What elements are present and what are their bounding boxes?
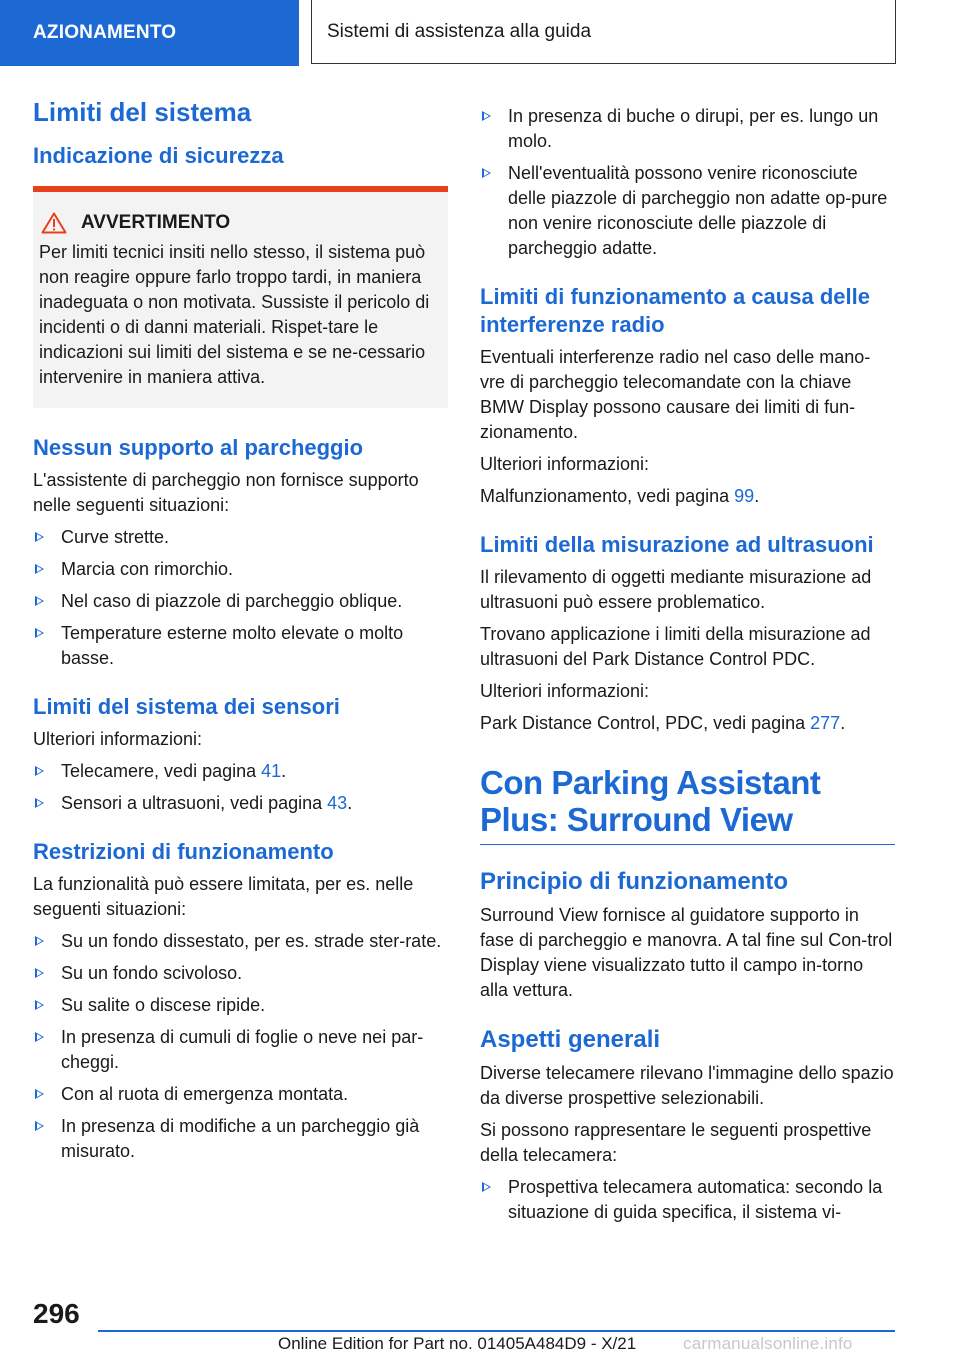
- general-text-2: Si possono rappresentare le seguenti prospettive della telecamera:: [480, 1120, 872, 1165]
- bullet-triangle-icon: [35, 1089, 44, 1099]
- left-column: [33, 96, 448, 1171]
- page-number: 296: [33, 1298, 80, 1329]
- radio-more-info: Ulteriori informazioni:: [480, 454, 650, 474]
- system-limits-title: Limiti del sistema: [33, 97, 252, 127]
- list-item: Sensori a ultrasuoni, vedi pagina 43.: [33, 791, 448, 816]
- principle-text: Surround View fornisce al guidatore supporto in fase di parcheggio e manovra. A tal fine sul Con-trol Display viene visualizzato tutto il campo in-torno alla vettura.: [480, 905, 893, 1000]
- restrictions-heading: Restrizioni di funzionamento: [33, 839, 334, 864]
- footer-divider: [98, 1330, 895, 1332]
- list-item: In presenza di modifiche a un parcheggio già misurato.: [33, 1114, 448, 1164]
- list-item: Nel caso di piazzole di parcheggio oblique.: [33, 589, 448, 614]
- watermark: carmanualsonline.info: [683, 1334, 853, 1353]
- general-heading: Aspetti generali: [480, 1026, 661, 1053]
- list-item: Su salite o discese ripide.: [33, 993, 448, 1018]
- list-item: Con al ruota di emergenza montata.: [33, 1082, 448, 1107]
- bullet-triangle-icon: [35, 1032, 44, 1042]
- bullet-triangle-icon: [35, 596, 44, 606]
- surround-view-title: Con Parking Assistant Plus: Surround View: [480, 764, 895, 845]
- list-item: Curve strette.: [33, 525, 448, 550]
- ultrasonic-reference: Park Distance Control, PDC, vedi pagina 277.: [480, 713, 846, 733]
- edition-text: Online Edition for Part no. 01405A484D9 - X/21: [278, 1334, 637, 1353]
- bullet-triangle-icon: [35, 968, 44, 978]
- page-link-99[interactable]: 99: [734, 486, 755, 506]
- radio-interference-text: Eventuali interferenze radio nel caso delle mano-vre di parcheggio telecomandate con la chiave BMW Display possono causare dei limiti di fun-zionamento.: [480, 347, 871, 442]
- ultrasonic-more-info: Ulteriori informazioni:: [480, 681, 650, 701]
- ultrasonic-text-2: Trovano applicazione i limiti della misurazione ad ultrasuoni del Park Distance Control PDC.: [480, 624, 871, 669]
- restrictions-list-continued: [480, 104, 895, 261]
- list-item: In presenza di cumuli di foglie o neve nei par-cheggi.: [33, 1025, 448, 1075]
- list-item: In presenza di buche o dirupi, per es. lungo un molo.: [480, 104, 895, 154]
- ultrasonic-limits-heading: Limiti della misurazione ad ultrasuoni: [480, 532, 874, 557]
- bullet-triangle-icon: [35, 532, 44, 542]
- bullet-triangle-icon: [482, 111, 491, 121]
- list-item: Nell'eventualità possono venire riconosciute delle piazzole di parcheggio non adatte op-pure non venire riconosciute delle piazzole di parcheggio adatte.: [480, 161, 895, 261]
- list-item: Telecamere, vedi pagina 41.: [33, 759, 448, 784]
- warning-text: Per limiti tecnici insiti nello stesso, il sistema può non reagire oppure farlo troppo tardi, in maniera inadeguata o non motivata. Sussiste il pericolo di incidenti o di danni materiali. Rispet-tare le indicazioni sui limiti del sistema e se ne-cessario intervenire in maniera attiva.: [39, 242, 430, 387]
- bullet-triangle-icon: [35, 936, 44, 946]
- no-parking-support-intro: L'assistente di parcheggio non fornisce supporto nelle seguenti situazioni:: [33, 470, 419, 515]
- bullet-triangle-icon: [482, 168, 491, 178]
- no-parking-support-heading: Nessun supporto al parcheggio: [33, 435, 364, 460]
- sensor-limits-heading: Limiti del sistema dei sensori: [33, 694, 340, 719]
- list-item: Temperature esterne molto elevate o molto basse.: [33, 621, 448, 671]
- bullet-triangle-icon: [35, 628, 44, 638]
- bullet-triangle-icon: [35, 1121, 44, 1131]
- no-parking-support-list: [33, 525, 448, 671]
- bullet-triangle-icon: [35, 564, 44, 574]
- right-column: [480, 104, 895, 1232]
- principle-heading: Principio di funzionamento: [480, 868, 788, 895]
- page-header: [0, 0, 960, 66]
- safety-heading: Indicazione di sicurezza: [33, 143, 284, 168]
- camera-perspectives-list: [480, 1175, 895, 1225]
- bullet-triangle-icon: [35, 798, 44, 808]
- list-item: Su un fondo scivoloso.: [33, 961, 448, 986]
- list-item: Prospettiva telecamera automatica: secondo la situazione di guida specifica, il sistema vi-: [480, 1175, 895, 1225]
- page-link-41[interactable]: 41: [261, 761, 282, 781]
- warning-header: [39, 212, 436, 234]
- ultrasonic-text-1: Il rilevamento di oggetti mediante misurazione ad ultrasuoni può essere problematico.: [480, 567, 872, 612]
- restrictions-list: [33, 929, 448, 1164]
- list-item: Su un fondo dissestato, per es. strade ster-rate.: [33, 929, 448, 954]
- restrictions-intro: La funzionalità può essere limitata, per es. nelle seguenti situazioni:: [33, 874, 414, 919]
- bullet-triangle-icon: [482, 1182, 491, 1192]
- warning-box: [33, 186, 448, 408]
- warning-triangle-icon: [41, 212, 67, 234]
- section-label: Sistemi di assistenza alla guida: [311, 0, 896, 64]
- radio-interference-heading: Limiti di funzionamento a causa delle interferenze radio: [480, 284, 870, 337]
- radio-reference: Malfunzionamento, vedi pagina 99.: [480, 486, 760, 506]
- warning-label: AVVERTIMENTO: [81, 212, 231, 233]
- sensor-limits-intro: Ulteriori informazioni:: [33, 729, 203, 749]
- bullet-triangle-icon: [35, 766, 44, 776]
- chapter-label: AZIONAMENTO: [0, 0, 299, 66]
- bullet-triangle-icon: [35, 1000, 44, 1010]
- page-link-277[interactable]: 277: [810, 713, 841, 733]
- sensor-limits-list: [33, 759, 448, 816]
- list-item: Marcia con rimorchio.: [33, 557, 448, 582]
- general-text-1: Diverse telecamere rilevano l'immagine dello spazio da diverse prospettive selezionabili.: [480, 1063, 894, 1108]
- page-link-43[interactable]: 43: [327, 793, 348, 813]
